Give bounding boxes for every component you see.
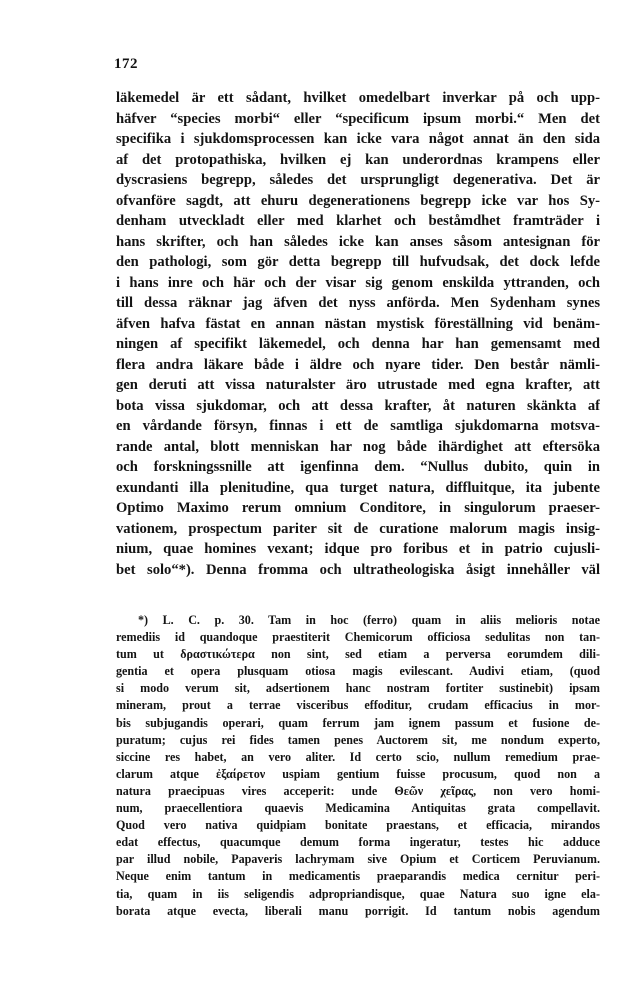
text-line: specifika i sjukdomsprocessen kan icke vara något annat än den sida	[116, 131, 600, 147]
footnote-line: num, praecellentiora quaevis Medicamina Antiquitas grata compellavit.	[116, 801, 600, 816]
text-line: rande antal, blott menniskan har nog både ihärdighet att eftersöka	[116, 438, 600, 455]
text-line: bota vissa sjukdomar, och att dessa krafter, åt naturen skänkta af	[116, 397, 600, 414]
page-number: 172	[114, 56, 138, 72]
text-line: ofvanföre sagdt, att ehuru degenerationens begrepp icke var hos Sy-	[116, 192, 600, 209]
footnote-line: mineram, prout a terrae visceribus effoditur, crudam efficacius in mor-	[116, 698, 600, 713]
footnote-line: remediis id quandoque praestiterit Chemicorum officiosa sedulitas non tan-	[116, 630, 600, 645]
text-line: läkemedel är ett sådant, hvilket omedelbart inverkar på och upp-	[116, 90, 600, 106]
text-line: bet solo“*). Denna fromma och ultratheologiska åsigt innehåller väl	[116, 561, 600, 578]
text-line: flera andra läkare både i äldre och nyare tider. Den består nämli-	[116, 356, 600, 373]
text-line: Optimo Maximo rerum omnium Conditore, in singulorum praeser-	[116, 500, 600, 516]
footnote-block	[116, 612, 600, 920]
footnote-line: clarum atque ἐξαίρετον uspiam gentium fuisse procusum, quod non a	[116, 766, 600, 781]
footnote-line: gentia et opera plusquam otiosa magis evilescant. Audivi etiam, (quod	[116, 664, 600, 679]
text-line: nium, quae homines vexant; idque pro foribus et in patrio cujusli-	[116, 541, 600, 557]
text-line: denham utveckladt eller med klarhet och beståmdhet framträder i	[116, 213, 600, 229]
footnote-line: Neque enim tantum in medicamentis praeparandis medica cernitur peri-	[116, 869, 600, 884]
footnote-line: *) L. C. p. 30. Tam in hoc (ferro) quam in aliis melioris notae	[138, 613, 600, 627]
footnote-line: Quod vero nativa quidpiam bonitate praestans, et efficacia, mirandos	[116, 818, 600, 833]
footnote-line: tia, quam in iis seligendis adpropriandisque, quae Natura suo igne ela-	[116, 886, 600, 901]
text-line: vationem, prospectum pariter sit de curatione malorum magis insig-	[116, 520, 600, 537]
text-line: af det protopathiska, hvilken ej kan underordnas krampens eller	[116, 151, 600, 168]
text-line: gen deruti att vissa naturalster äro utrustade med egna krafter, att	[116, 377, 600, 393]
text-line: till dessa räknar jag äfven det nyss anförda. Men Sydenham synes	[116, 295, 600, 311]
footnote-line: edat effectus, quacumque demum forma ingeratur, testes hic adduce	[116, 835, 600, 850]
text-line: och forskningssnille att igenfinna dem. “Nullus dubito, quin in	[116, 459, 600, 475]
footnote-line: siccine res habet, an vero aliter. Id certo scio, nullum remedium prae-	[116, 749, 600, 764]
text-line: i hans inre och här och der visar sig genom enskilda yttranden, och	[116, 274, 600, 291]
footnote-line: tum ut δραστικώτερα non sint, sed etiam a perversa eorumdem dili-	[116, 647, 600, 662]
text-line: en vårdande försyn, finnas i ett de samtliga sjukdomarna motsva-	[116, 418, 600, 434]
text-line: häfver “species morbi“ eller “specificum ipsum morbi.“ Men det	[116, 110, 600, 127]
footnote-line: si modo verum sit, adsertionem hanc nostram fortiter sustinebit) ipsam	[116, 681, 600, 696]
footnote-line: natura praecipuas vires acceperit: unde Θεῶν χεῖρας, non vero homi-	[116, 783, 600, 798]
footnote-line: puratum; cujus rei fides tamen penes Auctorem sit, me nondum experto,	[116, 732, 600, 747]
text-line: hans skrifter, och han således icke kan anses såsom antesignan för	[116, 233, 600, 250]
main-text-block	[116, 88, 600, 580]
footnote-line: borata atque evecta, liberali manu porrigit. Id tantum nobis agendum	[116, 903, 600, 918]
footnote-line: par illud nobile, Papaveris lachrymam sive Opium et Corticem Peruvianum.	[116, 852, 600, 867]
footnote-line: bis subjugandis operari, quam ferrum jam ignem passum et fusione de-	[116, 715, 600, 730]
text-line: ningen af specifikt läkemedel, och denna har han gemensamt med	[116, 336, 600, 352]
text-line: den pathologi, som gör detta begrepp till hufvudsak, det dock lefde	[116, 254, 600, 270]
text-line: dyscrasiens begrepp, således det ursprungligt degenerativa. Det är	[116, 172, 600, 188]
text-line: exundanti illa plenitudine, qua turget natura, diffluitque, ita jubente	[116, 479, 600, 496]
text-line: äfven hafva fästat en annan nästan mystisk föreställning vid benäm-	[116, 315, 600, 332]
